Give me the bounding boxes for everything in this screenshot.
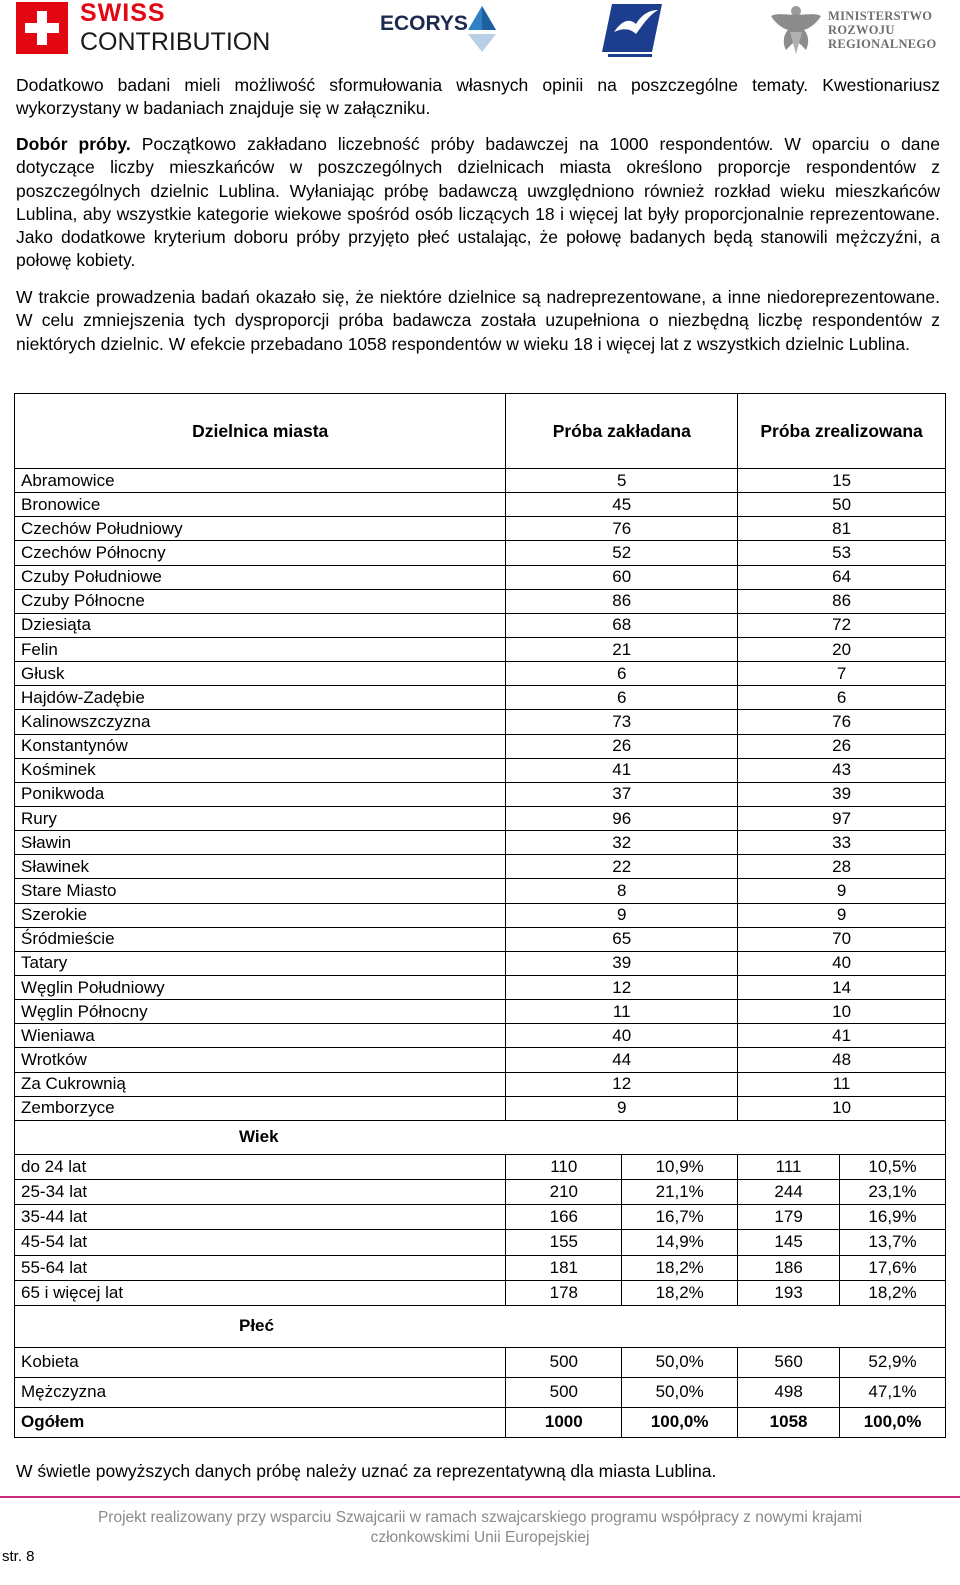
realized-total-percent-cell: 100,0% <box>840 1407 946 1437</box>
realized-count-cell: 145 <box>738 1230 840 1255</box>
realized-count-cell: 26 <box>738 734 946 758</box>
planned-count-cell: 22 <box>506 855 738 879</box>
district-name-cell: Sławin <box>15 831 506 855</box>
district-name-cell: Kalinowszczyzna <box>15 710 506 734</box>
planned-percent-cell: 21,1% <box>622 1179 738 1204</box>
paragraph-sample-selection <box>16 133 940 273</box>
planned-percent-cell: 50,0% <box>622 1347 738 1377</box>
district-name-cell: Czuby Północne <box>15 589 506 613</box>
district-name-cell: Szerokie <box>15 903 506 927</box>
planned-count-cell: 12 <box>506 975 738 999</box>
realized-count-cell: 39 <box>738 782 946 806</box>
realized-count-cell: 179 <box>738 1205 840 1230</box>
district-name-cell: Czechów Północny <box>15 541 506 565</box>
planned-percent-cell: 10,9% <box>622 1154 738 1179</box>
paragraph-sample-adjustment: W trakcie prowadzenia badań okazało się, że niektóre dzielnice są nadreprezentowane, a inne niedoreprezentowane. W celu zmniejszenia tych dysproporcji próba badawcza została uzupełniona o niezbędną liczbę respondentów z niektórych dzielnic. W efekcie przebadano 1058 respondentów w wieku 18 i więcej lat z wszystkich dzielnic Lublina. <box>16 287 940 354</box>
age-group-cell: 55-64 lat <box>15 1255 506 1280</box>
planned-count-cell: 45 <box>506 493 738 517</box>
footer-line-2: członkowskimi Unii Europejskiej <box>370 1529 590 1546</box>
planned-count-cell: 6 <box>506 686 738 710</box>
realized-count-cell: 14 <box>738 975 946 999</box>
planned-count-cell: 65 <box>506 927 738 951</box>
district-name-cell: Bronowice <box>15 493 506 517</box>
district-name-cell: Węglin Południowy <box>15 975 506 999</box>
section-row-sex <box>15 1305 946 1347</box>
sex-group-cell: Kobieta <box>15 1347 506 1377</box>
ministry-line-2: ROZWOJU <box>828 23 895 37</box>
planned-count-cell: 9 <box>506 903 738 927</box>
planned-percent-cell: 18,2% <box>622 1255 738 1280</box>
planned-count-cell: 96 <box>506 806 738 830</box>
table-row-district <box>15 879 946 903</box>
planned-count-cell: 210 <box>506 1179 622 1204</box>
header-planned-sample: Próba zakładana <box>506 394 738 469</box>
realized-count-cell: 43 <box>738 758 946 782</box>
table-row-sex <box>15 1377 946 1407</box>
realized-percent-cell: 18,2% <box>840 1280 946 1305</box>
table-row-district <box>15 1096 946 1120</box>
ministry-logo <box>768 2 953 58</box>
ministry-logo-text <box>828 9 936 51</box>
realized-count-cell: 50 <box>738 493 946 517</box>
sample-selection-heading: Dobór próby. <box>16 134 131 154</box>
realized-count-cell: 81 <box>738 517 946 541</box>
realized-count-cell: 41 <box>738 1024 946 1048</box>
table-row-district <box>15 1048 946 1072</box>
planned-count-cell: 41 <box>506 758 738 782</box>
table-row-district <box>15 686 946 710</box>
planned-count-cell: 40 <box>506 1024 738 1048</box>
planned-count-cell: 26 <box>506 734 738 758</box>
footer-divider <box>0 1496 960 1498</box>
seagull-emblem-icon <box>600 2 664 65</box>
table-row-district <box>15 517 946 541</box>
planned-count-cell: 12 <box>506 1072 738 1096</box>
planned-count-cell: 60 <box>506 565 738 589</box>
page-header <box>0 0 960 62</box>
planned-total-percent-cell: 100,0% <box>622 1407 738 1437</box>
paragraph-conclusion: W świetle powyższych danych próbę należy uznać za reprezentatywną dla miasta Lublina. <box>16 1461 717 1481</box>
table-row-sex <box>15 1347 946 1377</box>
realized-percent-cell: 16,9% <box>840 1205 946 1230</box>
swiss-flag-icon <box>16 2 68 54</box>
ecorys-triangle-icon <box>466 4 498 54</box>
realized-count-cell: 64 <box>738 565 946 589</box>
planned-count-cell: 8 <box>506 879 738 903</box>
table-row-age <box>15 1154 946 1179</box>
district-name-cell: Tatary <box>15 951 506 975</box>
table-row-district <box>15 1000 946 1024</box>
planned-count-cell: 73 <box>506 710 738 734</box>
ecorys-logo-text: ECORYS <box>380 12 468 35</box>
planned-count-cell: 5 <box>506 469 738 493</box>
table-header-row <box>15 394 946 469</box>
swiss-logo-line1: SWISS <box>80 0 166 27</box>
ecorys-logo <box>380 4 500 54</box>
table-row-district <box>15 637 946 661</box>
table-row-district <box>15 903 946 927</box>
total-label-cell: Ogółem <box>15 1407 506 1437</box>
district-name-cell: Dziesiąta <box>15 613 506 637</box>
table-row-district <box>15 469 946 493</box>
table-row-district <box>15 541 946 565</box>
realized-count-cell: 28 <box>738 855 946 879</box>
age-group-cell: 25-34 lat <box>15 1179 506 1204</box>
ministry-line-1: MINISTERSTWO <box>828 9 933 23</box>
table-row-district <box>15 1024 946 1048</box>
district-name-cell: Śródmieście <box>15 927 506 951</box>
realized-count-cell: 40 <box>738 951 946 975</box>
realized-count-cell: 6 <box>738 686 946 710</box>
district-name-cell: Za Cukrownią <box>15 1072 506 1096</box>
table-row-total <box>15 1407 946 1437</box>
planned-count-cell: 9 <box>506 1096 738 1120</box>
table-row-district <box>15 782 946 806</box>
district-name-cell: Wieniawa <box>15 1024 506 1048</box>
realized-count-cell: 9 <box>738 879 946 903</box>
realized-count-cell: 9 <box>738 903 946 927</box>
planned-count-cell: 21 <box>506 637 738 661</box>
table-row-district <box>15 589 946 613</box>
realized-percent-cell: 13,7% <box>840 1230 946 1255</box>
sample-selection-text: Początkowo zakładano liczebność próby badawczej na 1000 respondentów. W oparciu o dane dotyczące liczby mieszkańców w poszczególnych dzielnicach miasta określono proporcje respondentów z poszczególnych dzielnic Lublina. Wyłaniając próbę badawczą uwzględniono również rozkład wieku mieszkańców Lublina, aby wszystkie kategorie wiekowe spośród osób liczących 18 i więcej lat były proporcjonalnie reprezentowane. Jako dodatkowe kryterium doboru próby przyjęto płeć ustalając, że połowę badanych będą stanowili mężczyźni, a połowę kobiety. <box>16 134 940 271</box>
planned-count-cell: 110 <box>506 1154 622 1179</box>
realized-count-cell: 72 <box>738 613 946 637</box>
table-row-district <box>15 1072 946 1096</box>
realized-count-cell: 560 <box>738 1347 840 1377</box>
district-name-cell: Głusk <box>15 662 506 686</box>
district-name-cell: Stare Miasto <box>15 879 506 903</box>
planned-count-cell: 155 <box>506 1230 622 1255</box>
realized-count-cell: 498 <box>738 1377 840 1407</box>
planned-percent-cell: 50,0% <box>622 1377 738 1407</box>
planned-count-cell: 178 <box>506 1280 622 1305</box>
polish-eagle-emblem-icon <box>768 2 824 58</box>
page-number: str. 8 <box>2 1548 35 1565</box>
district-name-cell: Czechów Południowy <box>15 517 506 541</box>
table-row-district <box>15 613 946 637</box>
table-row-district <box>15 493 946 517</box>
realized-count-cell: 244 <box>738 1179 840 1204</box>
realized-count-cell: 7 <box>738 662 946 686</box>
district-name-cell: Węglin Północny <box>15 1000 506 1024</box>
district-name-cell: Ponikwoda <box>15 782 506 806</box>
planned-count-cell: 181 <box>506 1255 622 1280</box>
sex-group-cell: Mężczyzna <box>15 1377 506 1407</box>
swiss-logo-line2: CONTRIBUTION <box>80 28 271 56</box>
planned-count-cell: 500 <box>506 1377 622 1407</box>
footer-line-1: Projekt realizowany przy wsparciu Szwajcarii w ramach szwajcarskiego programu współpracy z nowymi krajami <box>97 1509 863 1526</box>
district-name-cell: Hajdów-Zadębie <box>15 686 506 710</box>
realized-count-cell: 97 <box>738 806 946 830</box>
table-row-age <box>15 1230 946 1255</box>
planned-count-cell: 44 <box>506 1048 738 1072</box>
district-name-cell: Sławinek <box>15 855 506 879</box>
district-name-cell: Wrotków <box>15 1048 506 1072</box>
ministry-line-3: REGIONALNEGO <box>828 37 937 51</box>
table-row-age <box>15 1205 946 1230</box>
district-name-cell: Konstantynów <box>15 734 506 758</box>
table-row-age <box>15 1179 946 1204</box>
district-name-cell: Rury <box>15 806 506 830</box>
table-row-district <box>15 927 946 951</box>
table-row-district <box>15 831 946 855</box>
planned-count-cell: 37 <box>506 782 738 806</box>
realized-count-cell: 20 <box>738 637 946 661</box>
realized-count-cell: 70 <box>738 927 946 951</box>
realized-percent-cell: 47,1% <box>840 1377 946 1407</box>
realized-percent-cell: 10,5% <box>840 1154 946 1179</box>
planned-count-cell: 500 <box>506 1347 622 1377</box>
table-row-district <box>15 662 946 686</box>
realized-percent-cell: 52,9% <box>840 1347 946 1377</box>
age-group-cell: 45-54 lat <box>15 1230 506 1255</box>
planned-percent-cell: 16,7% <box>622 1205 738 1230</box>
realized-percent-cell: 17,6% <box>840 1255 946 1280</box>
district-name-cell: Kośminek <box>15 758 506 782</box>
district-name-cell: Felin <box>15 637 506 661</box>
sample-table <box>14 393 946 1438</box>
district-name-cell: Zemborzyce <box>15 1096 506 1120</box>
planned-total-cell: 1000 <box>506 1407 622 1437</box>
table-row-district <box>15 734 946 758</box>
table-row-district <box>15 565 946 589</box>
realized-count-cell: 33 <box>738 831 946 855</box>
realized-count-cell: 76 <box>738 710 946 734</box>
planned-percent-cell: 14,9% <box>622 1230 738 1255</box>
planned-count-cell: 11 <box>506 1000 738 1024</box>
planned-count-cell: 32 <box>506 831 738 855</box>
age-group-cell: 65 i więcej lat <box>15 1280 506 1305</box>
realized-count-cell: 53 <box>738 541 946 565</box>
realized-percent-cell: 23,1% <box>840 1179 946 1204</box>
realized-total-cell: 1058 <box>738 1407 840 1437</box>
age-group-cell: do 24 lat <box>15 1154 506 1179</box>
district-name-cell: Czuby Południowe <box>15 565 506 589</box>
header-realized-sample: Próba zrealizowana <box>738 394 946 469</box>
table-row-age <box>15 1280 946 1305</box>
planned-count-cell: 86 <box>506 589 738 613</box>
planned-count-cell: 166 <box>506 1205 622 1230</box>
section-row-age <box>15 1120 946 1154</box>
district-name-cell: Abramowice <box>15 469 506 493</box>
realized-count-cell: 193 <box>738 1280 840 1305</box>
table-row-district <box>15 975 946 999</box>
planned-percent-cell: 18,2% <box>622 1280 738 1305</box>
realized-count-cell: 186 <box>738 1255 840 1280</box>
realized-count-cell: 11 <box>738 1072 946 1096</box>
realized-count-cell: 48 <box>738 1048 946 1072</box>
table-row-district <box>15 855 946 879</box>
planned-count-cell: 68 <box>506 613 738 637</box>
realized-count-cell: 111 <box>738 1154 840 1179</box>
swiss-contribution-logo <box>16 2 281 58</box>
section-label-age: Wiek <box>15 1120 946 1154</box>
table-row-district <box>15 710 946 734</box>
paragraph-questionnaire: Dodatkowo badani mieli możliwość sformułowania własnych opinii na poszczególne tematy. Kwestionariusz wykorzystany w badaniach znajduje się w załączniku. <box>16 75 940 119</box>
table-row-age <box>15 1255 946 1280</box>
table-row-district <box>15 951 946 975</box>
age-group-cell: 35-44 lat <box>15 1205 506 1230</box>
planned-count-cell: 76 <box>506 517 738 541</box>
realized-count-cell: 86 <box>738 589 946 613</box>
planned-count-cell: 6 <box>506 662 738 686</box>
planned-count-cell: 39 <box>506 951 738 975</box>
planned-count-cell: 52 <box>506 541 738 565</box>
realized-count-cell: 10 <box>738 1096 946 1120</box>
table-row-district <box>15 806 946 830</box>
table-row-district <box>15 758 946 782</box>
header-district: Dzielnica miasta <box>15 394 506 469</box>
section-label-sex: Płeć <box>15 1305 946 1347</box>
footer-project-note <box>60 1508 900 1548</box>
realized-count-cell: 10 <box>738 1000 946 1024</box>
realized-count-cell: 15 <box>738 469 946 493</box>
